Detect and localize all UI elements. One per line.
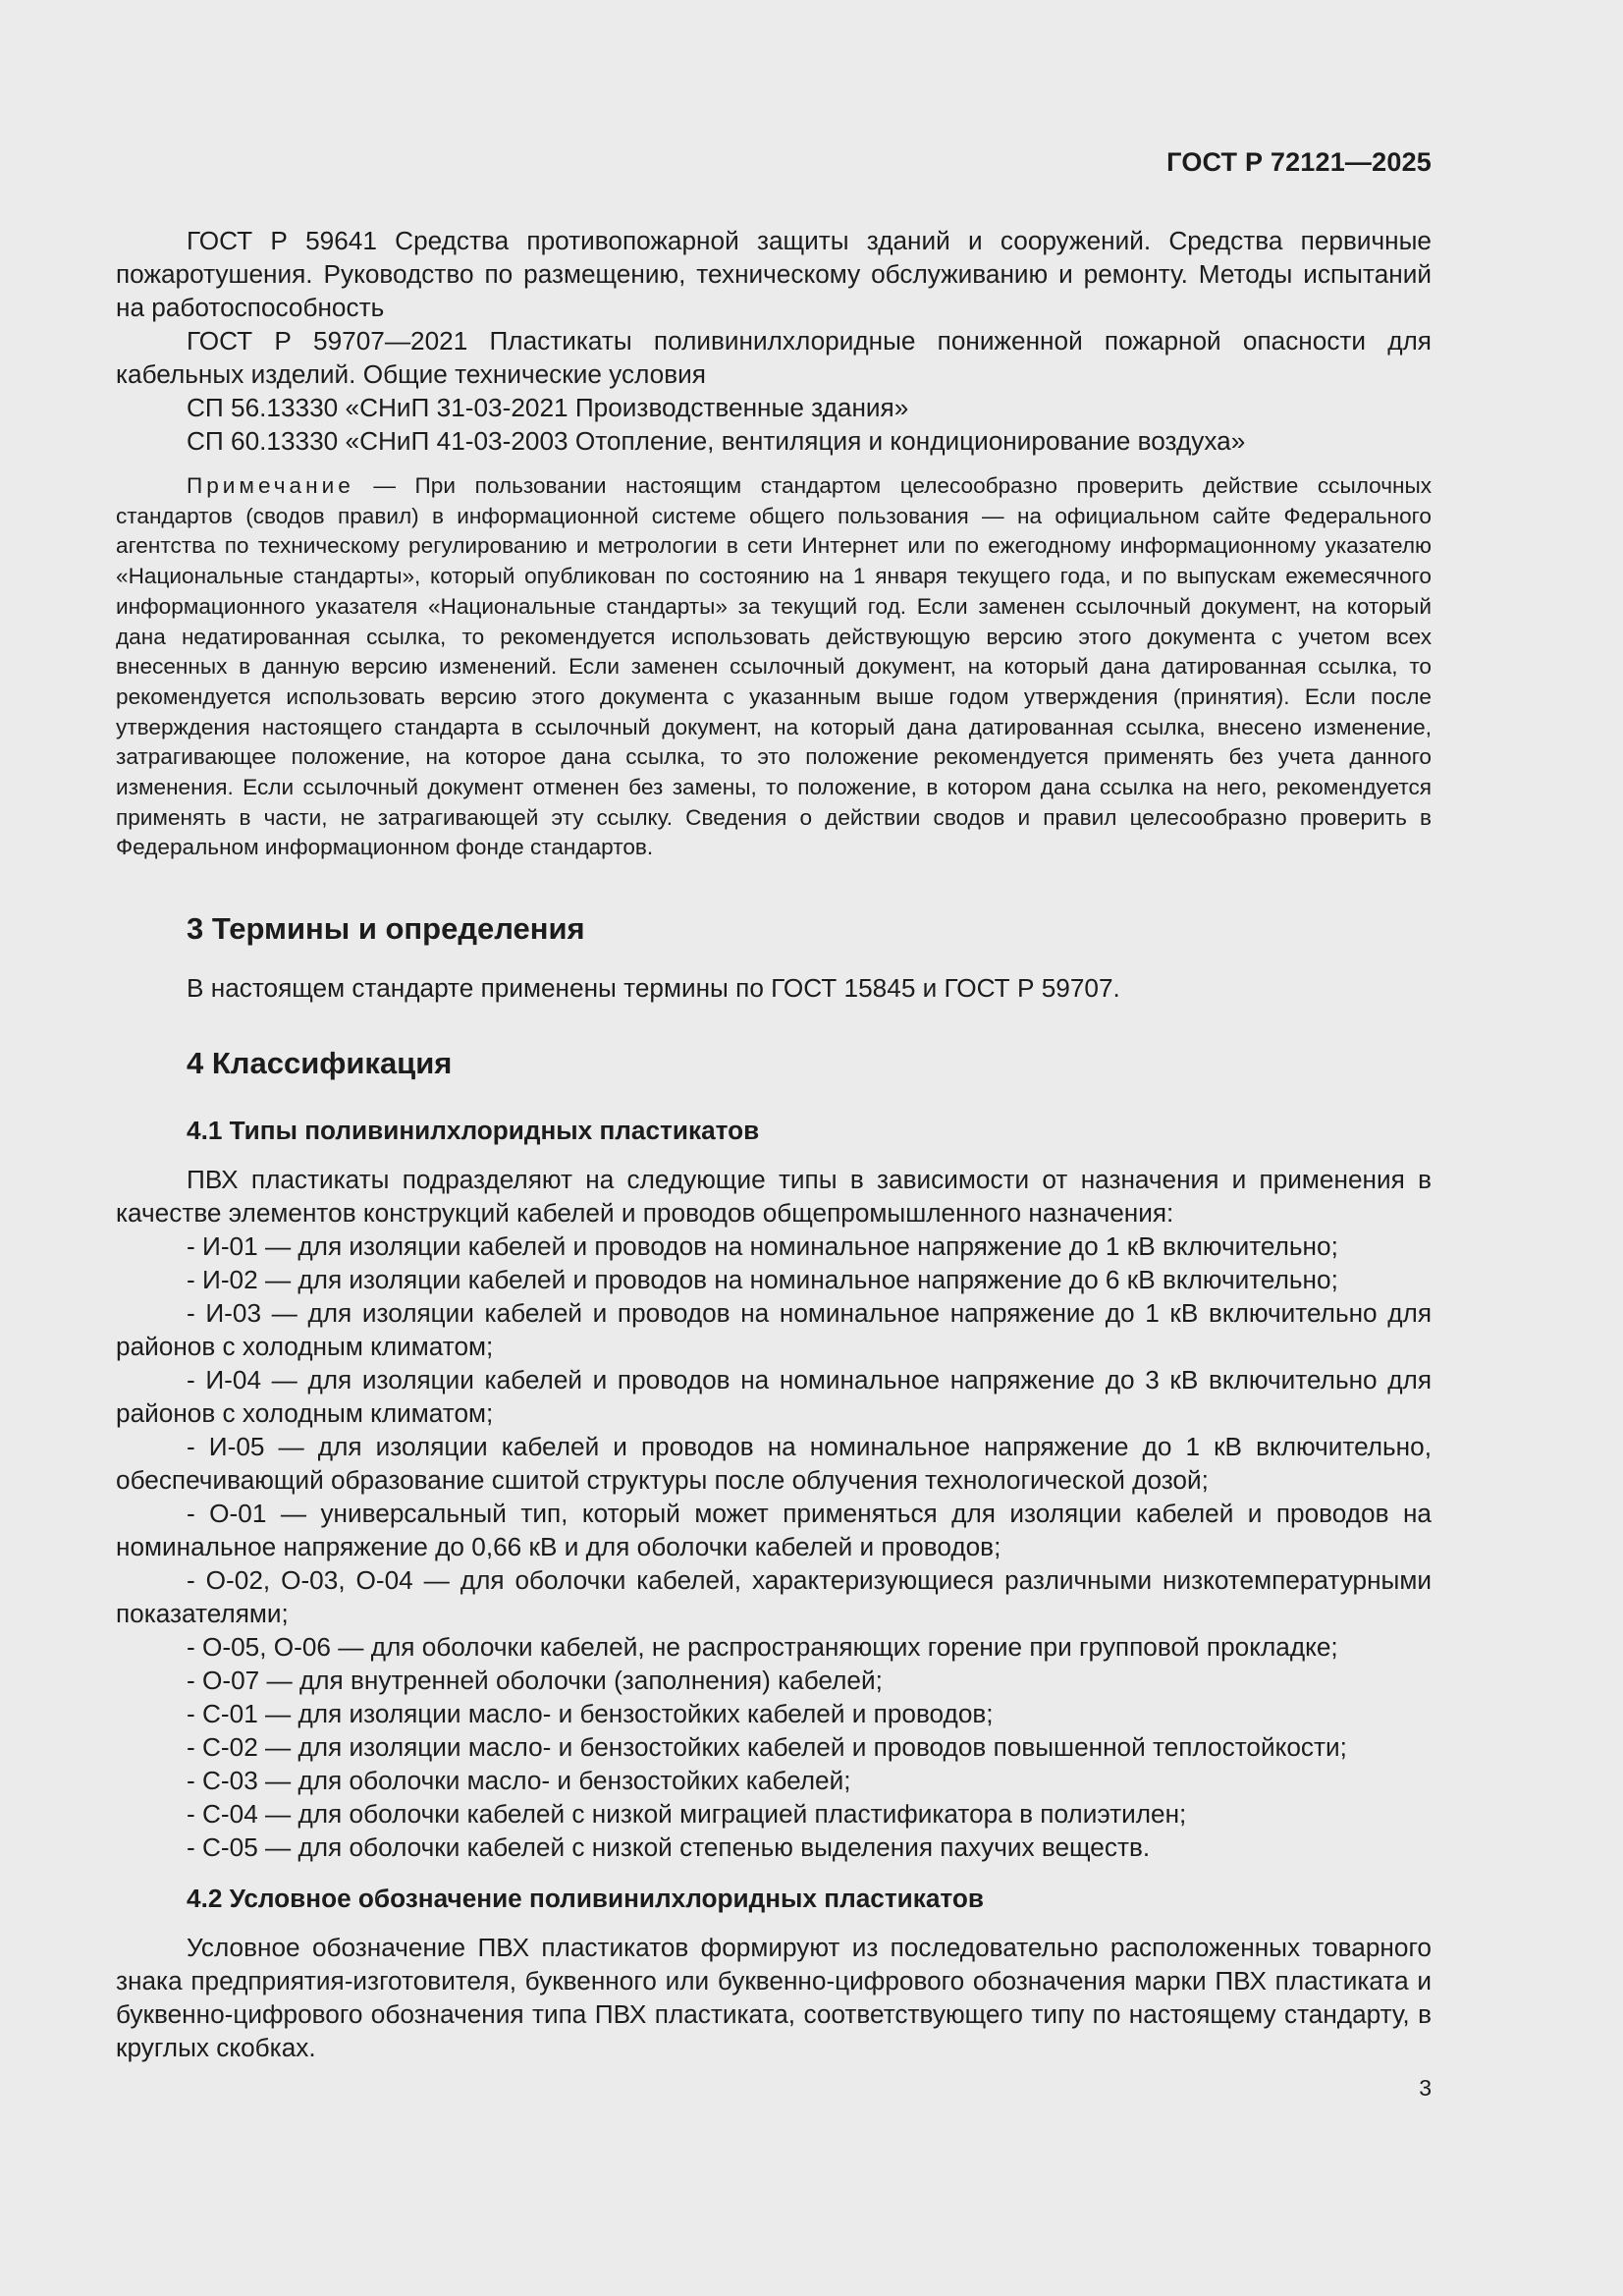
list-item: - С-04 — для оболочки кабелей с низкой миграцией пластификатора в полиэтилен; (187, 1799, 1187, 1829)
list-item: - И-03 — для изоляции кабелей и проводов на номинальное напряжение до 1 кВ включительно для районов с холодным климатом; (116, 1298, 1432, 1361)
types-list-block (116, 1163, 1432, 1864)
list-item: - О-01 — универсальный тип, который может применяться для изоляции кабелей и проводов на номинальное напряжение до 0,66 кВ и для оболочки кабелей и проводов; (116, 1499, 1432, 1561)
reference-item: ГОСТ Р 59707—2021 Пластикаты поливинилхлоридные пониженной пожарной опасности для кабельных изделий. Общие технические условия (116, 326, 1432, 389)
reference-item: СП 60.13330 «СНиП 41-03-2003 Отопление, вентиляция и кондиционирование воздуха» (187, 426, 1246, 456)
list-item: - С-02 — для изоляции масло- и бензостойких кабелей и проводов повышенной теплостойкости; (187, 1732, 1347, 1762)
list-item: - О-07 — для внутренней оболочки (заполнения) кабелей; (187, 1666, 883, 1695)
list-item: - О-02, О-03, О-04 — для оболочки кабелей, характеризующиеся различными низкотемпературными показателями; (116, 1565, 1432, 1628)
list-item: - И-02 — для изоляции кабелей и проводов на номинальное напряжение до 6 кВ включительно; (187, 1265, 1338, 1294)
list-item: - С-01 — для изоляции масло- и бензостойких кабелей и проводов; (187, 1699, 994, 1728)
list-item: - И-04 — для изоляции кабелей и проводов на номинальное напряжение до 3 кВ включительно для районов с холодным климатом; (116, 1365, 1432, 1428)
subsection-4-2-heading: 4.2 Условное обозначение поливинилхлоридных пластикатов (187, 1884, 985, 1913)
list-item: - И-01 — для изоляции кабелей и проводов на номинальное напряжение до 1 кВ включительно; (187, 1231, 1338, 1261)
reference-item: СП 56.13330 «СНиП 31-03-2021 Производственные здания» (187, 393, 909, 422)
section-3-heading: 3 Термины и определения (187, 911, 585, 946)
note-paragraph (116, 471, 1432, 863)
reference-item: ГОСТ Р 59641 Средства противопожарной защиты зданий и сооружений. Средства первичные пожаротушения. Руководство по размещению, техническому обслуживанию и ремонту. Методы испытаний на работоспособность (116, 226, 1432, 322)
page-number: 3 (1419, 2075, 1432, 2101)
normative-references (116, 224, 1432, 458)
designation-paragraph: Условное обозначение ПВХ пластикатов формируют из последовательно расположенных товарного знака предприятия-изготовителя, буквенного или буквенно-цифрового обозначения марки ПВХ пластиката и буквенно-цифрового обозначения типа ПВХ пластиката, соответствующего типу по настоящему стандарту, в круглых скобках. (116, 1933, 1432, 2062)
section-4-heading: 4 Классификация (187, 1046, 453, 1080)
document-page (116, 0, 1432, 2296)
list-item: - С-03 — для оболочки масло- и бензостойких кабелей; (187, 1766, 851, 1795)
note-text: — При пользовании настоящим стандартом целесообразно проверить действие ссылочных стандартов (сводов правил) в информационной системе общего пользования — на официальном сайте Федерального агентства по техническому регулированию и метрологии в сети Интернет или по ежегодному информационному указателю «Национальные стандарты», который опубликован по состоянию на 1 января текущего года, и по выпускам ежемесячного информационного указателя «Национальные стандарты» за текущий год. Если заменен ссылочный документ, на который дана недатированная ссылка, то рекомендуется использовать действующую версию этого документа с учетом всех внесенных в данную версию изменений. Если заменен ссылочный документ, на который дана датированная ссылка, то рекомендуется использовать версию этого документа с указанным выше годом утверждения (принятия). Если после утверждения настоящего стандарта в ссылочный документ, на который дана датированная ссылка, внесено изменение, затрагивающее положение, на которое дана ссылка, то это положение рекомендуется применять без учета данного изменения. Если ссылочный документ отменен без замены, то положение, в котором дана ссылка на него, рекомендуется применять в части, не затрагивающей эту ссылку. Сведения о действии сводов и правил целесообразно проверить в Федеральном информационном фонде стандартов. (116, 473, 1432, 860)
section-3-text: В настоящем стандарте применены термины по ГОСТ 15845 и ГОСТ Р 59707. (187, 973, 1120, 1003)
note-label: Примечание (187, 473, 354, 498)
list-item: - И-05 — для изоляции кабелей и проводов на номинальное напряжение до 1 кВ включительно, обеспечивающий образование сшитой структуры после облучения технологической дозой; (116, 1432, 1432, 1495)
list-item: - С-05 — для оболочки кабелей с низкой степенью выделения пахучих веществ. (187, 1832, 1151, 1862)
list-item: - О-05, О-06 — для оболочки кабелей, не распространяющих горение при групповой прокладке; (187, 1632, 1338, 1662)
types-intro: ПВХ пластикаты подразделяют на следующие типы в зависимости от назначения и применения в качестве элементов конструкций кабелей и проводов общепромышленного назначения: (116, 1165, 1432, 1228)
subsection-4-2-body (116, 1931, 1432, 2064)
section-3-body (116, 971, 1432, 1005)
document-code-header: ГОСТ Р 72121—2025 (1166, 147, 1432, 177)
subsection-4-1-heading: 4.1 Типы поливинилхлоридных пластикатов (187, 1116, 760, 1145)
